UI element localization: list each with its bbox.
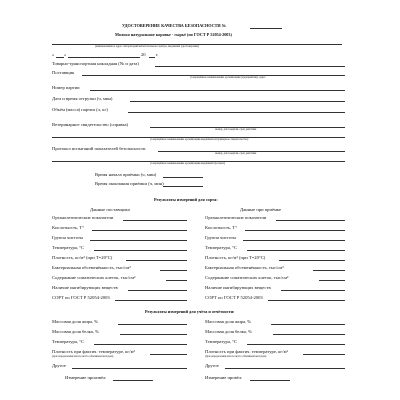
date-open-quote: « — [52, 52, 55, 57]
s1-right-line[interactable] — [281, 290, 345, 291]
s1-left-line[interactable] — [126, 260, 187, 261]
date-suffix: г. — [156, 52, 159, 57]
vet-cert-caption: номер, дата выдачи, срок действия — [215, 128, 257, 131]
s1-right-row: Температура, °С — [205, 245, 238, 250]
s1-left-line[interactable] — [123, 220, 187, 221]
s1-left-line[interactable] — [115, 300, 187, 301]
signature-right-label: Измерение провёл: — [205, 375, 243, 380]
s1-right-row: Плотность, кг/м³ (при Т=20°С) — [205, 255, 266, 260]
ship-time-label: Дата и время отгрузки (ч, мин) — [52, 96, 113, 101]
s1-left-row: Плотность, кг/м³ (при Т=20°С) — [52, 255, 113, 260]
s1-left-line[interactable] — [92, 230, 187, 231]
s1-left-row: Бактериальная обсеменённость, тыс/см³ — [52, 265, 131, 270]
protocol-caption: номер, дата выдачи, срок действия — [215, 152, 257, 155]
supplier-label: Поставщик — [52, 70, 75, 75]
s1-right-row: СОРТ по ГОСТ Р 52054-2003 — [205, 295, 263, 300]
other-left-line[interactable] — [72, 368, 187, 369]
s2-right-line[interactable] — [303, 354, 345, 355]
batch-label: Номер партии — [52, 85, 80, 90]
title-number-line — [250, 28, 282, 29]
doc-title: УДОСТОВЕРЕНИЕ КАЧЕСТВА БЕЗОПАСНОСТИ № — [122, 23, 226, 28]
s1-left-row: Кислотность, Т° — [52, 225, 85, 230]
s1-left-row: Содержание соматических клеток, тыс/см³ — [52, 275, 136, 280]
date-year-line — [149, 57, 155, 58]
s1-left-line[interactable] — [94, 250, 187, 251]
accept-end-label: Время окончания приёмки (ч, мин) — [95, 181, 164, 186]
s1-left-line[interactable] — [128, 290, 187, 291]
waybill-label: Товарно-транспортная накладная (№ и дата) — [52, 61, 139, 66]
date-close-quote: » — [64, 52, 67, 57]
other-right-line[interactable] — [225, 368, 345, 369]
other-left-label: Другое — [52, 363, 66, 368]
org-caption: (наименование и адрес лаборатории/испытательного центра, выдавшей удостоверение) — [95, 45, 200, 48]
s1-right-row: Содержание соматических клеток, тыс/см³ — [205, 275, 289, 280]
s2-right-line[interactable] — [271, 324, 345, 325]
section1-col-right: Данные при приёмке — [240, 207, 282, 212]
s1-right-row: Органолептические показатели — [205, 215, 267, 220]
s2-left-line[interactable] — [94, 344, 187, 345]
date-day-line — [56, 57, 64, 58]
section2-title: Результаты измерений для учёта и отчётности: — [145, 309, 235, 314]
s1-right-line[interactable] — [279, 260, 345, 261]
s1-left-line[interactable] — [90, 240, 187, 241]
s2-right-row: Массовая доля белка, % — [205, 329, 252, 334]
s1-left-row: СОРТ по ГОСТ Р 52054-2003 — [52, 295, 110, 300]
s2-right-line[interactable] — [273, 334, 345, 335]
s2-left-line[interactable] — [120, 334, 187, 335]
s2-left-line[interactable] — [150, 354, 187, 355]
other-right-label: Другое — [205, 363, 219, 368]
s1-left-line[interactable] — [160, 270, 187, 271]
s1-right-line[interactable] — [245, 230, 345, 231]
vet-org-caption: (сокращённое наименование организации выдавшей ветеринарное свидетельство) — [150, 138, 249, 141]
s2-right-row: Температура, °С — [205, 339, 238, 344]
s2-right-line[interactable] — [247, 344, 345, 345]
s2-left-row: Массовая доля белка, % — [52, 329, 99, 334]
s1-left-row: Группа чистоты — [52, 235, 84, 240]
s1-left-row: Наличие ингибирующих веществ — [52, 285, 118, 290]
accept-start-line[interactable] — [163, 177, 203, 178]
s2-right-row: Массовая доля жира, % — [205, 319, 252, 324]
s1-right-line[interactable] — [247, 250, 345, 251]
protocol-label: Протокол испытаний показателей безопасности — [52, 146, 146, 151]
supplier-caption: (сокращённое наименование организации (предприятия), адрес — [190, 76, 266, 79]
s2-left-row: Массовая доля жира, % — [52, 319, 99, 324]
s1-right-row: Группа чистоты — [205, 235, 237, 240]
s2-right-density: Плотность при фактич. температуре, кг/м³ — [205, 349, 288, 354]
batch-line[interactable] — [90, 90, 345, 91]
accept-start-label: Время начала приёмки (ч, мин) — [95, 172, 157, 177]
signature-left-line[interactable] — [113, 380, 153, 381]
section1-title: Результаты измерений для сорта: — [154, 197, 218, 202]
section1-col-left: Данные поставщика — [90, 207, 130, 212]
volume-label: Объём (масса) партии (л, кг) — [52, 107, 108, 112]
s1-right-line[interactable] — [276, 220, 345, 221]
doc-subtitle: Молоко натуральное коровье - сырьё (по ГОСТ Р 52054-2003) — [115, 32, 232, 37]
protocol-org-caption: (сокращённое наименование организации выдавшей протокол) — [150, 162, 226, 165]
s1-right-row: Кислотность, Т° — [205, 225, 238, 230]
s2-left-row: Плотность при фактич. температуре, кг/м³ — [52, 349, 135, 354]
s1-right-row: Наличие ингибирующих веществ — [205, 285, 271, 290]
s1-right-line[interactable] — [313, 270, 345, 271]
s2-right-note: (при определении массы нетто объёмным методом) — [205, 355, 267, 358]
volume-line[interactable] — [128, 112, 345, 113]
s1-left-line[interactable] — [166, 280, 187, 281]
date-month-line — [68, 57, 140, 58]
date-year: 20 — [141, 52, 146, 57]
s1-right-row: Бактериальная обсеменённость, тыс/см³ — [205, 265, 284, 270]
s1-left-row: Органолептические показатели — [52, 215, 114, 220]
accept-end-line[interactable] — [163, 186, 203, 187]
s1-left-row: Температура, °С — [52, 245, 85, 250]
signature-right-line[interactable] — [250, 380, 290, 381]
s1-right-line[interactable] — [319, 280, 345, 281]
s1-right-line[interactable] — [243, 240, 345, 241]
vet-cert-label: Ветеринарное свидетельство (справка) — [52, 122, 129, 127]
s1-right-line[interactable] — [268, 300, 345, 301]
waybill-line[interactable] — [155, 66, 345, 67]
s2-left-line[interactable] — [118, 324, 187, 325]
ship-time-line[interactable] — [130, 101, 345, 102]
s2-left-note: (при определении массы нетто объёмным методом) — [52, 355, 114, 358]
signature-left-label: Измерение произвёл: — [65, 375, 107, 380]
s2-left-row: Температура, °С — [52, 339, 85, 344]
